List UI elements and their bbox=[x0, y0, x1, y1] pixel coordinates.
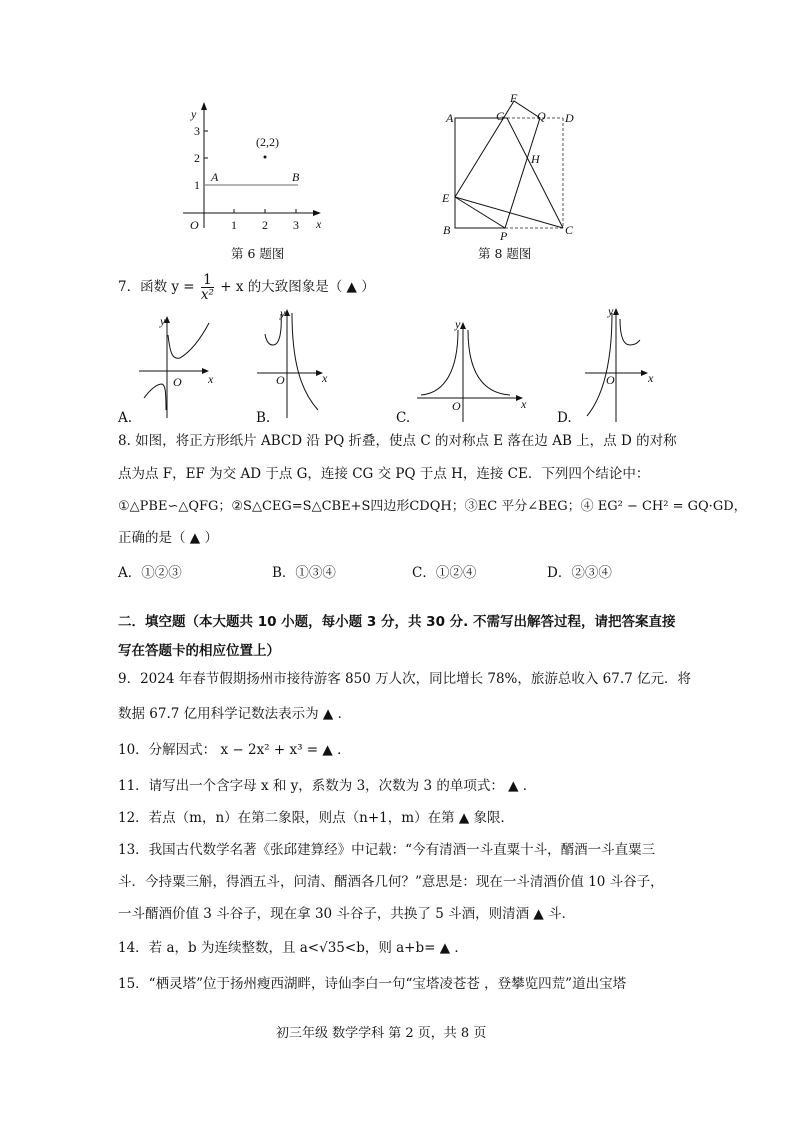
fig8-caption: 第 8 题图 bbox=[478, 246, 532, 261]
fig8-label-p: P bbox=[500, 229, 508, 243]
fig6-y-tick: 3 bbox=[194, 124, 200, 138]
section-heading: 二．填空题（本大题共 10 小题，每小题 3 分，共 30 分. 不需写出解答过程，请把答案直接 bbox=[118, 614, 676, 630]
q7-frac-num: 1 bbox=[201, 273, 214, 288]
fig6-origin: O bbox=[190, 218, 199, 232]
q7d-y: y bbox=[608, 304, 614, 318]
q8-line: ①△PBE∽△QFG；②S△CEG=S△CBE+S四边形CDQH；③EC 平分∠BEG；④ EG² − CH² = GQ·GD， bbox=[118, 499, 747, 514]
page-footer: 初三年级 数学学科 第 2 页，共 8 页 bbox=[276, 1026, 487, 1041]
question-line: 一斗醑酒价值 3 斗谷子，现在拿 30 斗谷子，共换了 5 斗酒，则清酒 ▲ 斗． bbox=[118, 906, 576, 922]
fig6-y-tick: 2 bbox=[194, 151, 200, 165]
fig8-label-b: B bbox=[443, 223, 451, 237]
fig6-caption: 第 6 题图 bbox=[231, 246, 285, 261]
q8-line: 8. 如图，将正方形纸片 ABCD 沿 PQ 折叠，使点 C 的对称点 E 落在边 AB 上，点 D 的对称 bbox=[118, 433, 677, 449]
fig8-label-e: E bbox=[442, 191, 450, 205]
q7c-o: O bbox=[452, 399, 461, 413]
q7b-x: x bbox=[322, 371, 328, 385]
fig8-label-q: Q bbox=[537, 109, 546, 123]
q8-option-a[interactable]: A．①②③ bbox=[118, 565, 182, 581]
question-line: 9．2024 年春节假期扬州市接待游客 850 万人次，同比增长 78%，旅游总收入 67.7 亿元．将 bbox=[118, 671, 692, 687]
q7-text-before: 7．函数 y = bbox=[118, 279, 195, 295]
fig6-point-a: A bbox=[211, 170, 219, 184]
question-line: 斗．今持粟三斛，得酒五斗，问清、醑酒各几何？”意思是：现在一斗清酒价值 10 斗谷子， bbox=[118, 874, 664, 890]
q7-option-b[interactable]: B. bbox=[256, 410, 271, 426]
fig8-label-g: G bbox=[496, 109, 505, 123]
q7-frac-den: x² bbox=[200, 287, 214, 303]
question-line: 13．我国古代数学名著《张邱建算经》中记载：“今有清酒一斗直粟十斗，醑酒一斗直粟三 bbox=[118, 842, 656, 858]
fig6-x-tick: 2 bbox=[262, 218, 268, 232]
q7-text-after: + x 的大致图象是（ ▲ ） bbox=[220, 279, 375, 295]
fig8-label-h: H bbox=[531, 152, 540, 166]
fig8-label-d: D bbox=[565, 111, 574, 125]
fig6-point-label: (2,2) bbox=[256, 135, 279, 149]
fig8-label-c: C bbox=[565, 223, 574, 237]
fig6-x-label: x bbox=[316, 217, 322, 231]
question-line: 10．分解因式： x − 2x² + x³ = ▲ ． bbox=[118, 742, 351, 758]
question-line: 15．“栖灵塔”位于扬州瘦西湖畔，诗仙李白一句“宝塔凌苍苍 ，登攀览四荒”道出宝塔 bbox=[118, 976, 627, 992]
q7b-y: y bbox=[280, 306, 286, 320]
q7c-x: x bbox=[521, 397, 527, 411]
fig8-label-f: F bbox=[510, 91, 518, 105]
fig6-point-b: B bbox=[292, 170, 300, 184]
fig6-x-tick: 1 bbox=[231, 218, 237, 232]
q7-option-c[interactable]: C. bbox=[396, 410, 411, 426]
q7b-o: O bbox=[276, 373, 285, 387]
q7d-x: x bbox=[648, 371, 654, 385]
q7-option-d[interactable]: D. bbox=[557, 410, 572, 426]
q8-option-c[interactable]: C．①②④ bbox=[412, 565, 477, 581]
q8-option-d[interactable]: D．②③④ bbox=[547, 565, 612, 581]
q7a-x: x bbox=[208, 372, 214, 386]
fig6-x-tick: 3 bbox=[293, 218, 299, 232]
q7-option-a[interactable]: A. bbox=[118, 410, 133, 426]
q7a-o: O bbox=[173, 375, 182, 389]
q7d-o: O bbox=[606, 373, 615, 387]
q7-graphs bbox=[0, 0, 794, 440]
question-line: 14．若 a，b 为连续整数，且 a<√35<b，则 a+b= ▲ ． bbox=[118, 940, 468, 956]
question-line: 数据 67.7 亿用科学记数法表示为 ▲ ． bbox=[118, 706, 352, 722]
question-line: 12．若点（m，n）在第二象限，则点（n+1，m）在第 ▲ 象限． bbox=[118, 810, 515, 826]
q7a-y: y bbox=[160, 314, 166, 328]
q7c-y: y bbox=[455, 317, 461, 331]
section-heading: 写在答题卡的相应位置上） bbox=[118, 643, 280, 659]
fig8-label-a: A bbox=[446, 111, 454, 125]
fig6-y-tick: 1 bbox=[194, 178, 200, 192]
fig6-y-label: y bbox=[191, 107, 197, 121]
q8-line: 点为点 F，EF 为交 AD 于点 G，连接 CG 交 PQ 于点 H，连接 CE．下列四个结论中： bbox=[118, 466, 650, 482]
q8-option-b[interactable]: B．①③④ bbox=[272, 565, 336, 581]
q8-line: 正确的是（ ▲ ） bbox=[118, 530, 218, 546]
question-line: 11．请写出一个含字母 x 和 y，系数为 3，次数为 3 的单项式： ▲ ． bbox=[118, 778, 537, 794]
